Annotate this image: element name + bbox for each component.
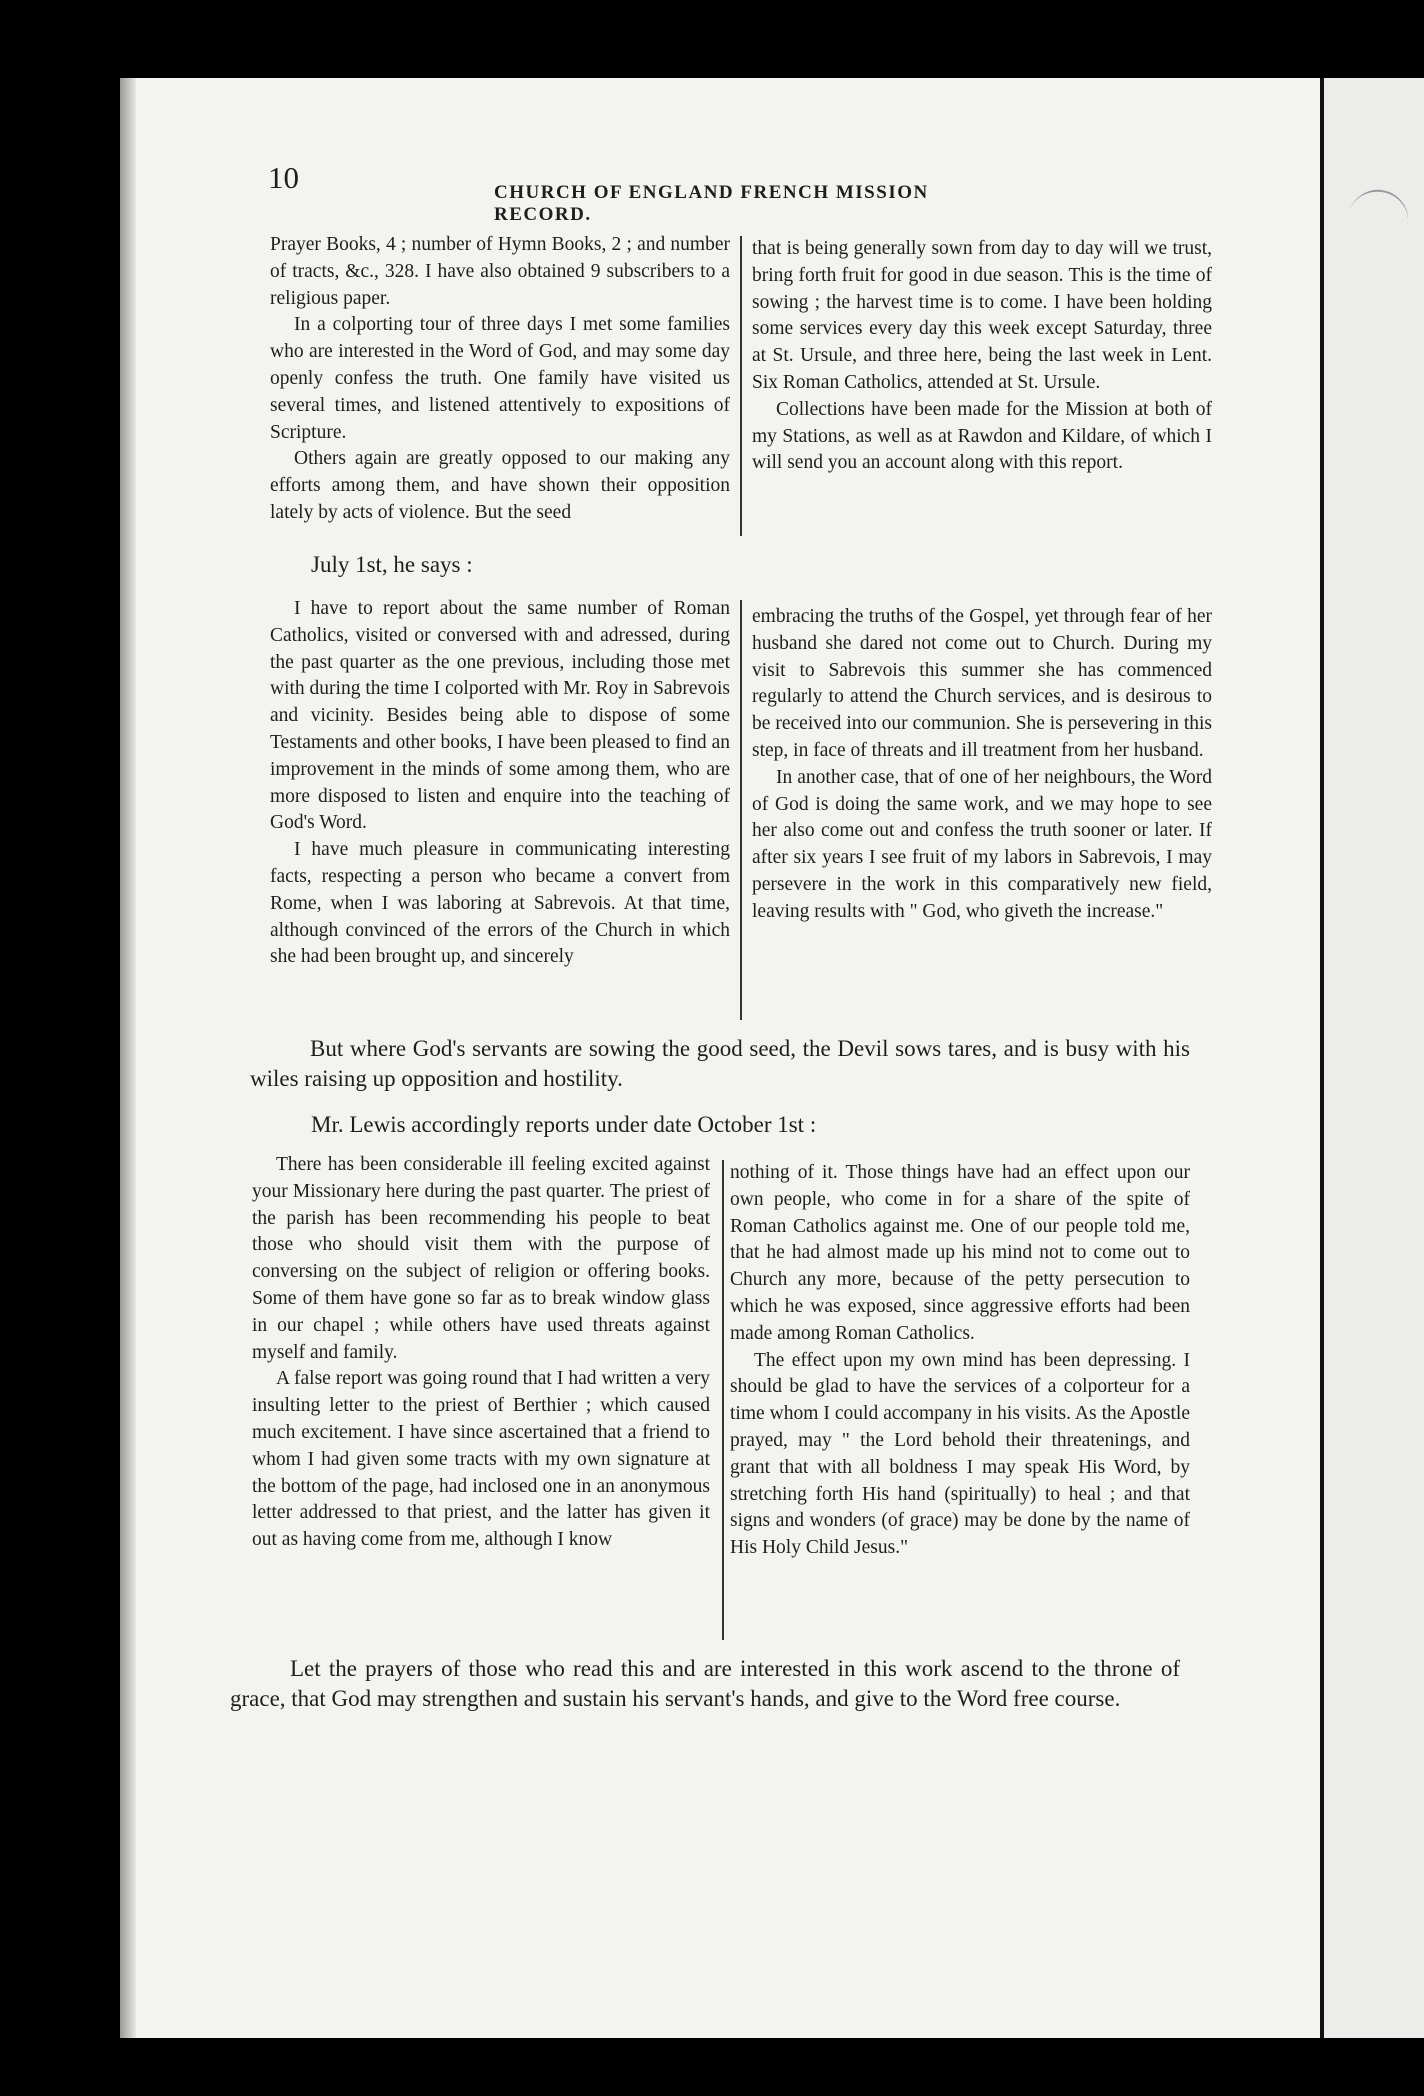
paragraph: There has been considerable ill feeling excited against your Missionary here during the past quarter. The priest of the parish has been recommending his people to beat those who should visit them with the purpose of conversing on the subject of religion or offering books. Some of them have gone so far as to break window glass in our chapel ; while others have used threats against myself and family. (252, 1154, 710, 1363)
paragraph: But where God's servants are sowing the good seed, the Devil sows tares, and is busy with his wiles raising up opposition and hostility. (250, 1036, 1190, 1091)
paragraph: nothing of it. Those things have had an effect upon our own people, who come in for a share of the spite of Roman Catholics against me. One of our people told me, that he had almost made up his mind not to come out to Church any more, because of the petty persecution to which he was exposed, since aggressive efforts had been made among Roman Catholics. (730, 1162, 1190, 1344)
column-divider (722, 1160, 724, 1640)
page-header (268, 160, 1028, 225)
paragraph: Let the prayers of those who read this and are interested in this work ascend to the throne of grace, that God may strengthen and sustain his servant's hands, and give to the Word free course. (230, 1656, 1180, 1711)
paragraph: The effect upon my own mind has been depressing. I should be glad to have the services of a colporteur for a time whom I could accompany in his visits. As the Apostle prayed, may " the Lord behold their threatenings, and grant that with all boldness I may speak His Word, by stretching forth His hand (spiritually) to heal ; and that signs and wonders (of grace) may be done by the name of His Holy Child Jesus." (730, 1349, 1190, 1559)
paragraph: Collections have been made for the Mission at both of my Stations, as well as at Rawdon and Kildare, of which I will send you an account along with this report. (752, 398, 1212, 474)
paragraph: A false report was going round that I had written a very insulting letter to the priest of Berthier ; which caused much excitement. I have since ascertained that a friend to whom I had given some tracts with my own signature at the bottom of the page, had inclosed one in an anonymous letter addressed to that priest, and the latter has given it out as having come from me, although I know (252, 1368, 710, 1551)
paragraph: that is being generally sown from day to day will we trust, bring forth fruit for good in due season. This is the time of sowing ; the harvest time is to come. I have been holding some services every day this week except Saturday, three at St. Ursule, and three here, being the last week in Lent. Six Roman Catholics, attended at St. Ursule. (752, 238, 1212, 393)
page-number: 10 (268, 160, 299, 195)
paragraph: Prayer Books, 4 ; number of Hymn Books, 2 ; and number of tracts, &c., 328. I have also obtained 9 subscribers to a religious paper. (270, 234, 730, 309)
intro-july: July 1st, he says : (311, 552, 473, 577)
section1-right-column (752, 236, 1212, 477)
section3-right-column (730, 1160, 1190, 1562)
paragraph: Others again are greatly opposed to our making any efforts among them, and have shown their opposition lately by acts of violence. But the seed (270, 448, 730, 523)
paragraph: In another case, that of one of her neighbours, the Word of God is doing the same work, and we may hope to see her also come out and confess the truth sooner or later. If after six years I see fruit of my labors in Sabrevois, I may persevere in the work in this comparatively new field, leaving results with " God, who giveth the increase." (752, 766, 1212, 922)
running-title: CHURCH OF ENGLAND FRENCH MISSION RECORD. (494, 182, 929, 225)
column-divider (740, 236, 742, 536)
paragraph-closing-prayer (230, 1654, 1180, 1714)
column-divider (740, 600, 742, 1020)
paragraph: I have to report about the same number of Roman Catholics, visited or conversed with and adressed, during the past quarter as the one previous, including those met with during the time I colported with Mr. Roy in Sabrevois and vicinity. Besides being able to dispose of some Testaments and other books, I have been pleased to find an improvement in the minds of some among them, who are more disposed to listen and enquire into the teaching of God's Word. (270, 598, 730, 834)
paragraph: In a colporting tour of three days I met some families who are interested in the Word of God, and may some day openly confess the truth. One family have visited us several times, and listened attentively to expositions of Scripture. (270, 314, 730, 443)
paragraph: I have much pleasure in communicating interesting facts, respecting a person who became a convert from Rome, when I was laboring at Sabrevois. At that time, although convinced of the errors of the Church in which she had been brought up, and sincerely (270, 839, 730, 968)
page-gutter-shadow (120, 78, 136, 2038)
section1-left-column (270, 232, 730, 527)
section2-right-column (752, 604, 1212, 926)
next-page-edge (1320, 78, 1424, 2038)
paragraph-devil-sows-tares (250, 1034, 1190, 1094)
section3-left-column (252, 1152, 710, 1554)
intro-october: Mr. Lewis accordingly reports under date October 1st : (311, 1112, 817, 1137)
paragraph: embracing the truths of the Gospel, yet through fear of her husband she dared not come out to Church. During my visit to Sabrevois this summer she has commenced regularly to attend the Church services, and is desirous to be received into our communion. She is persevering in this step, in face of threats and ill treatment from her husband. (752, 606, 1212, 761)
section2-left-column (270, 596, 730, 971)
